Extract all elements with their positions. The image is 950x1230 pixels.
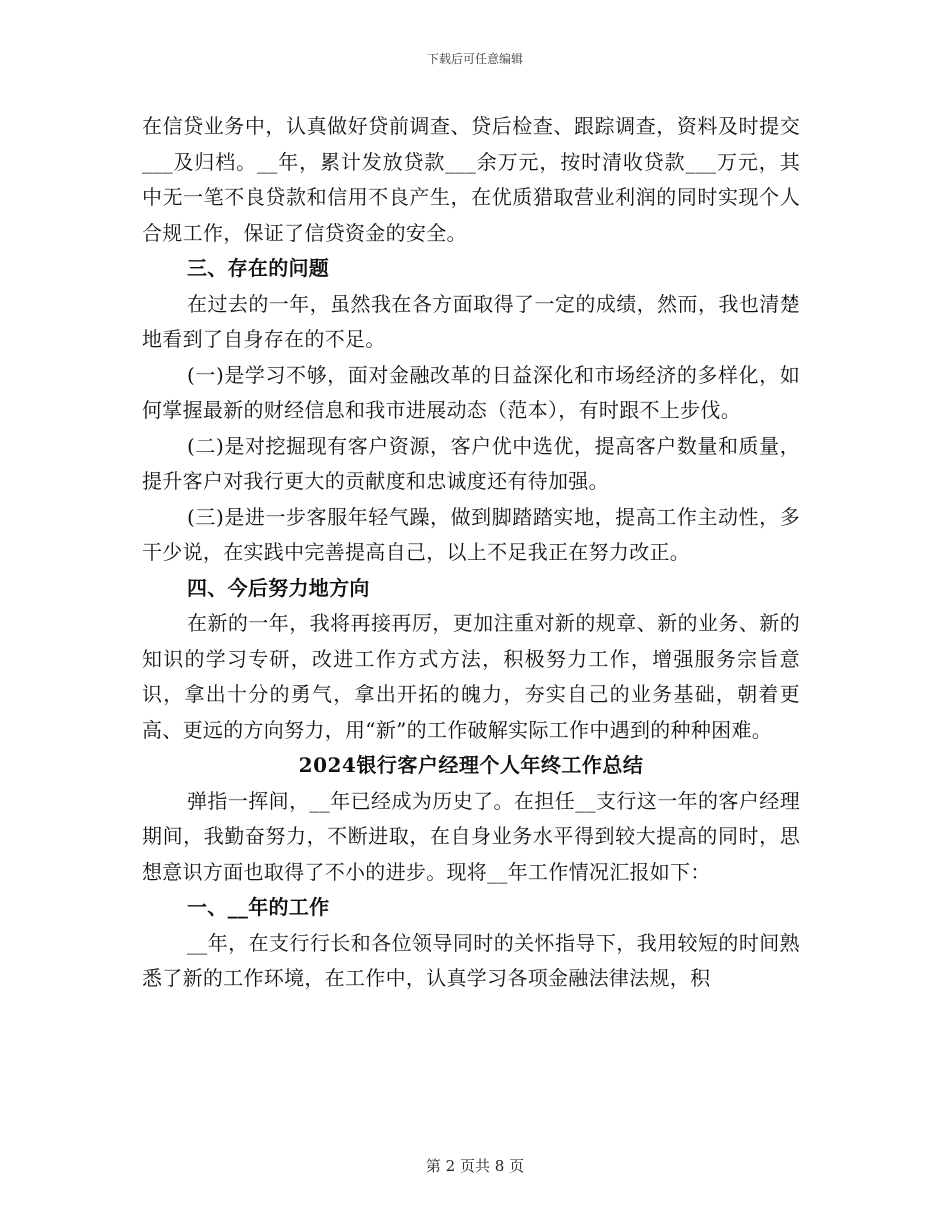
heading-future-direction: 四、今后努力地方向 <box>187 575 370 600</box>
paragraph-summary-intro: 弹指一挥间，__年已经成为历史了。在担任__支行这一年的客户经理期间，我勤奋努力，不断进取，在自身业务水平得到较大提高的同时，思想意识方面也取得了不小的进步。现将__年工作情况汇报如下： <box>142 788 800 884</box>
page-footer: 第 2 页共 8 页 <box>425 1157 525 1175</box>
paragraph-future-direction: 在新的一年，我将再接再厉，更加注重对新的规章、新的业务、新的知识的学习专研，改进工作方式方法，积极努力工作，增强服务宗旨意识，拿出十分的勇气，拿出开拓的魄力，夯实自己的业务基础，朝着更高、更远的方向努力，用“新”的工作破解实际工作中遇到的种种困难。 <box>142 611 800 742</box>
document-body <box>142 109 800 997</box>
paragraph-year-work: __年，在支行行长和各位领导同时的关怀指导下，我用较短的时间熟悉了新的工作环境，在工作中，认真学习各项金融法律法规，积 <box>142 930 800 990</box>
paragraph-problem-3: (三)是进一步客服年轻气躁，做到脚踏踏实地，提高工作主动性，多干少说，在实践中完善提高自己，以上不足我正在努力改正。 <box>142 504 800 564</box>
paragraph-problem-2: (二)是对挖掘现有客户资源，客户优中选优，提高客户数量和质量，提升客户对我行更大的贡献度和忠诚度还有待加强。 <box>142 433 800 493</box>
heading-existing-problems: 三、存在的问题 <box>187 256 330 280</box>
paragraph-credit-business: 在信贷业务中，认真做好贷前调查、贷后检查、跟踪调查，资料及时提交___及归档。__年，累计发放贷款___余万元，按时清收贷款___万元，其中无一笔不良贷款和信用不良产生，在优质猎取营业利润的同时实现个人合规工作，保证了信贷资金的安全。 <box>142 114 800 245</box>
paragraph-problem-1: (一)是学习不够，面对金融改革的日益深化和市场经济的多样化，如何掌握最新的财经信息和我市进展动态（范本），有时跟不上步伐。 <box>142 362 800 422</box>
heading-year-work: 一、__年的工作 <box>187 895 330 919</box>
page-header: 下载后可任意编辑 <box>426 52 523 66</box>
document-title: 2024银行客户经理个人年终工作总结 <box>298 753 644 777</box>
paragraph-problems-intro: 在过去的一年，虽然我在各方面取得了一定的成绩，然而，我也清楚地看到了自身存在的不足。 <box>142 291 800 351</box>
